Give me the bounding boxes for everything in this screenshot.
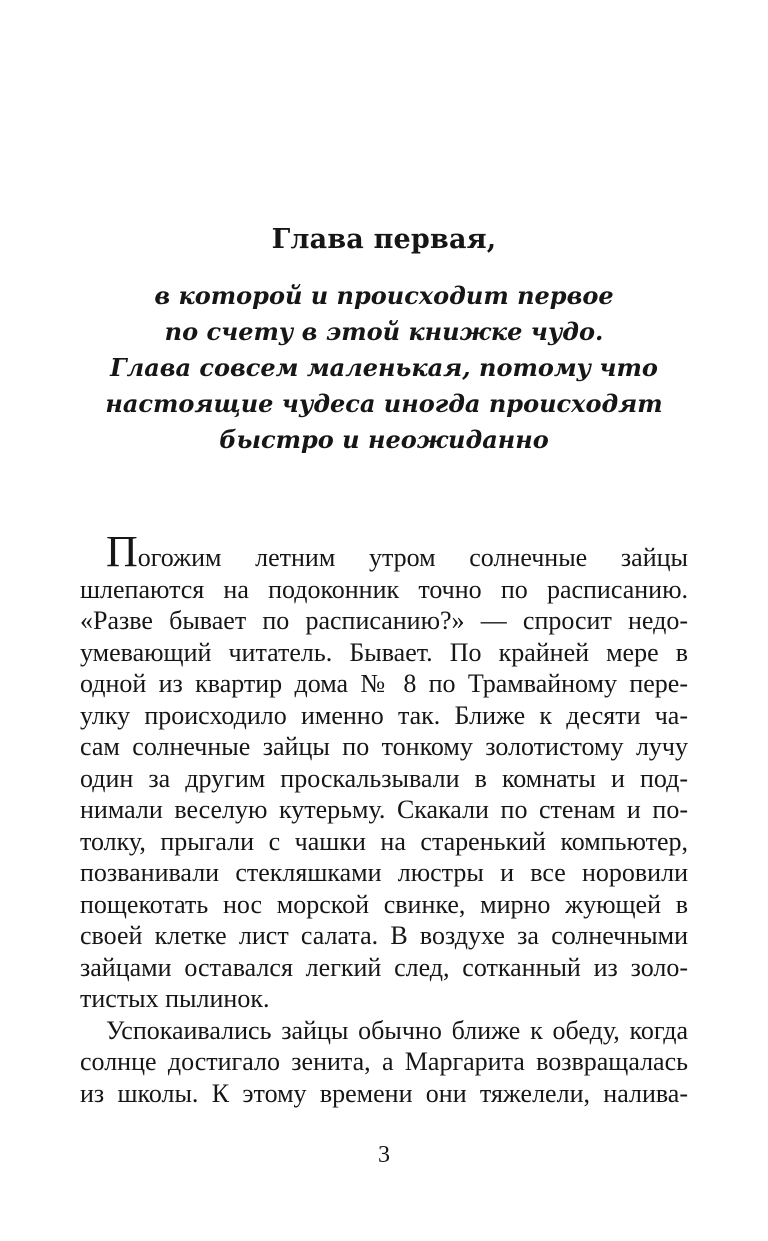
text-line: тистых пылинок. xyxy=(80,984,270,1013)
text-line: одной из квартир дома № 8 по Трамвайному пере- xyxy=(80,669,688,698)
subtitle-line: быстро и неожиданно xyxy=(219,425,549,454)
text-line: шлепаются на подоконник точно по расписанию. xyxy=(80,574,688,604)
page-number: 3 xyxy=(378,1141,390,1168)
paragraph xyxy=(80,1015,688,1110)
subtitle-line: в которой и происходит первое xyxy=(154,281,614,310)
text-line: Успокаивались зайцы обычно ближе к обеду, когда xyxy=(106,1015,688,1045)
initial-letter: П xyxy=(106,527,138,576)
text-line: сам солнечные зайцы по тонкому золотистому лучу xyxy=(80,732,688,761)
text-line: толку, прыгали с чашки на старенький компьютер, xyxy=(80,826,688,856)
text-line: пощекотать нос морской свинке, мирно жующей в xyxy=(80,889,688,919)
paragraph xyxy=(80,527,688,1015)
text-line: Погожим летним утром солнечные зайцы xyxy=(106,527,688,576)
text-line: своей клетке лист салата. В воздухе за солнечными xyxy=(80,921,688,950)
text-line: позванивали стекляшками люстры и все норовили xyxy=(80,858,688,887)
subtitle-line: по счету в этой книжке чудо. xyxy=(164,317,604,346)
text-line: нимали веселую кутерьму. Скакали по стенам и по- xyxy=(80,795,688,824)
text-line: из школы. К этому времени они тяжелели, налива- xyxy=(80,1078,688,1108)
text-line: зайцами оставался легкий след, сотканный из золо- xyxy=(80,952,688,982)
body-text xyxy=(80,527,688,1109)
chapter-subtitle xyxy=(0,278,768,458)
subtitle-line: настоящие чудеса иногда происходят xyxy=(105,389,663,418)
text-line: улку происходило именно так. Ближе к десяти ча- xyxy=(80,700,688,730)
text-line: один за другим проскальзывали в комнаты и под- xyxy=(80,763,688,793)
text-line: умевающий читатель. Бывает. По крайней мере в xyxy=(80,637,688,667)
text-line: солнце достигало зенита, а Маргарита возвращалась xyxy=(80,1047,688,1076)
text-line: «Разве бывает по расписанию?» — спросит недо- xyxy=(80,606,688,635)
subtitle-line: Глава совсем маленькая, потому что xyxy=(110,353,658,382)
chapter-title: Глава первая, xyxy=(271,224,497,255)
